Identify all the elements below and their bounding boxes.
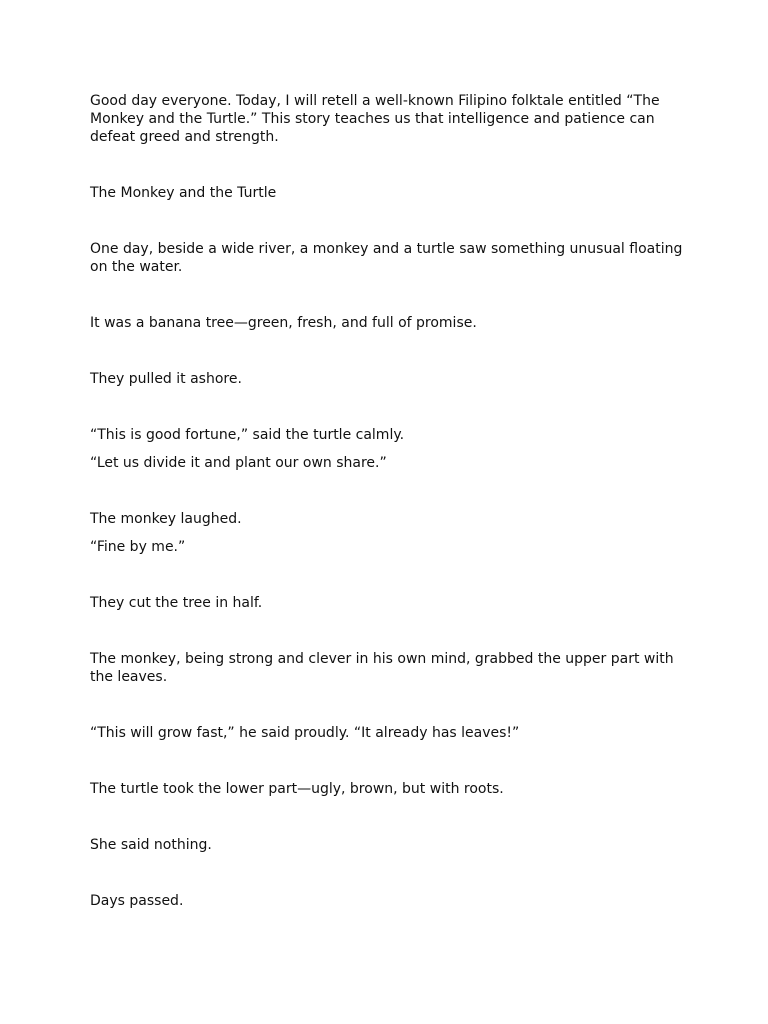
story-title: The Monkey and the Turtle (90, 185, 277, 201)
intro-paragraph: Good day everyone. Today, I will retell a well-known Filipino folktale entitled “The Monkey and the Turtle.” This story teaches us that intelligence and patience can defeat greed and strength. (90, 93, 660, 145)
story-paragraph: “Fine by me.” (90, 539, 186, 555)
story-paragraph: It was a banana tree—green, fresh, and full of promise. (90, 315, 477, 331)
story-paragraph: The monkey, being strong and clever in his own mind, grabbed the upper part with the leaves. (90, 651, 674, 685)
story-paragraph: One day, beside a wide river, a monkey and a turtle saw something unusual floating on the water. (90, 241, 683, 275)
story-paragraph: They pulled it ashore. (90, 371, 242, 387)
story-paragraph: The turtle took the lower part—ugly, brown, but with roots. (90, 781, 504, 797)
story-paragraph: “This is good fortune,” said the turtle calmly. (90, 427, 405, 443)
document-page (90, 92, 690, 910)
story-paragraph: “Let us divide it and plant our own share.” (90, 455, 387, 471)
story-paragraph: The monkey laughed. (90, 511, 242, 527)
story-paragraph: They cut the tree in half. (90, 595, 263, 611)
story-paragraph: She said nothing. (90, 837, 212, 853)
story-paragraph: Days passed. (90, 893, 184, 909)
story-paragraph: “This will grow fast,” he said proudly. “It already has leaves!” (90, 725, 520, 741)
